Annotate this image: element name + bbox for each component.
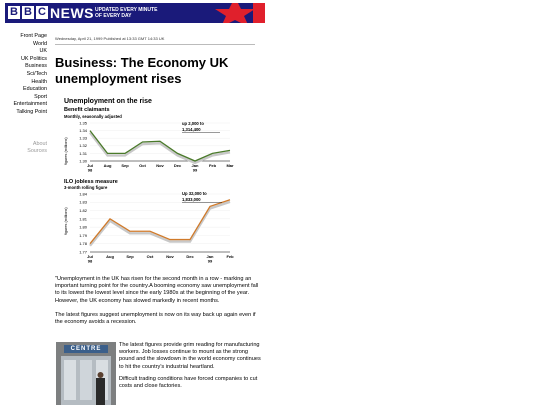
y-tick-label: 1.81 xyxy=(79,216,87,222)
y-tick-label: 1.80 xyxy=(79,224,87,230)
logo-letter: C xyxy=(36,6,48,19)
page-title: Business: The Economy UK unemployment rises xyxy=(55,55,229,86)
article-photo xyxy=(56,342,116,405)
x-tick-label: Aug xyxy=(106,254,114,259)
sidebar-item-entertainment[interactable]: Entertainment xyxy=(13,101,47,108)
photo-sign: CENTRE xyxy=(64,345,108,353)
y-tick-label: 1.34 xyxy=(79,128,87,133)
x-tick-label: Feb xyxy=(208,163,217,168)
y-tick-label: 1.83 xyxy=(79,199,87,205)
x-tick-label: Feb xyxy=(226,254,234,259)
sidebar-item-business[interactable]: Business xyxy=(25,63,47,70)
x-tick-label: Dec xyxy=(186,254,194,259)
chart-main-title: Unemployment on the rise xyxy=(64,98,152,105)
chart1-title: Benefit claimants xyxy=(64,107,110,113)
article-paragraph: Difficult trading conditions have forced companies to cut costs and close factories. xyxy=(119,375,258,390)
banner-tagline: UPDATED EVERY MINUTE OF EVERY DAY xyxy=(95,7,158,19)
x-tick-label: 99 xyxy=(192,167,198,173)
x-tick-label: Jul xyxy=(87,254,93,259)
x-tick-label: Jan xyxy=(206,254,214,259)
y-tick-label: 1.77 xyxy=(79,249,87,255)
chart1-ylabel: figures (millions) xyxy=(64,137,68,165)
sidebar-item-world[interactable]: World xyxy=(33,40,47,47)
x-tick-label: Sep xyxy=(126,254,134,259)
y-tick-label: 1.79 xyxy=(79,232,87,238)
x-tick-label: Sep xyxy=(121,163,129,168)
x-tick-label: Dec xyxy=(173,163,182,168)
x-tick-label: Nov xyxy=(166,254,174,259)
chart1-subtitle: Monthly, seasonally adjusted xyxy=(64,114,122,119)
sidebar-item-sources[interactable]: Sources xyxy=(27,148,47,155)
chart2-subtitle: 3-month rolling figure xyxy=(64,185,108,190)
chart2-annotation-line2: 1,833,000 xyxy=(182,197,201,202)
chart2-ylabel: figures (millions) xyxy=(64,207,68,235)
chart1-series-shadow xyxy=(90,133,230,163)
article-dateline: Wednesday, April 21, 1999 Published at 13:33 GMT 14:33 UK xyxy=(55,36,165,41)
x-tick-label: Oct xyxy=(146,254,154,259)
y-tick-label: 1.84 xyxy=(79,191,87,197)
chart-svg xyxy=(62,95,242,270)
article-paragraph: The latest figures provide grim reading for manufacturing workers. Job losses continue to mount as the strong pound and the slowdown in the world economy continues to hit the country's industrial heartland. xyxy=(119,342,261,370)
y-tick-label: 1.33 xyxy=(79,135,87,141)
article-paragraph: "Unemployment in the UK has risen for the second month in a row - marking an important turning point for the country.A booming economy saw unemployment fall to its lowest the lowest level since the early 1980s at the beginning of the year. However, the UK economy has slowed markedly in recent months. xyxy=(55,276,259,304)
article-paragraph: The latest figures suggest unemployment is now on its way back up again even if the economy avoids a recession. xyxy=(55,311,256,326)
photo-caption-text xyxy=(119,342,263,395)
sidebar-item-education[interactable]: Education xyxy=(23,86,47,93)
divider xyxy=(55,44,255,45)
y-tick-label: 1.30 xyxy=(79,158,87,164)
sidebar-item-health[interactable]: Health xyxy=(31,78,47,85)
red-star-icon xyxy=(205,3,265,23)
sidebar-item-about[interactable]: About xyxy=(32,140,47,147)
x-tick-label: Nov xyxy=(156,163,164,168)
chart2-title: ILO jobless measure xyxy=(64,179,118,185)
x-tick-label: Jul xyxy=(87,163,93,168)
sidebar-item-uk[interactable]: UK xyxy=(39,48,47,55)
sidebar-item-sport[interactable]: Sport xyxy=(34,93,47,100)
sidebar-item-sci-tech[interactable]: Sci/Tech xyxy=(26,70,47,77)
x-tick-label: Aug xyxy=(103,163,112,168)
article-body xyxy=(55,276,263,333)
x-tick-label: Oct xyxy=(139,163,146,168)
bbc-news-banner[interactable] xyxy=(5,3,265,23)
x-tick-label: 98 xyxy=(87,258,93,264)
unemployment-chart xyxy=(62,95,242,270)
logo-letter: B xyxy=(22,6,34,19)
chart2-annotation-line1: Up 32,000 to xyxy=(182,191,207,196)
sidebar-item-talking-point[interactable]: Talking Point xyxy=(16,108,47,115)
sidebar-item-uk-politics[interactable]: UK Politics xyxy=(20,55,47,62)
chart1-annotation-line1: up 2,000 to xyxy=(182,121,204,126)
y-tick-label: 1.35 xyxy=(79,120,87,126)
y-tick-label: 1.31 xyxy=(79,150,87,156)
y-tick-label: 1.82 xyxy=(79,207,87,213)
chart1-annotation-line2: 1,314,400 xyxy=(182,127,201,132)
y-tick-label: 1.78 xyxy=(79,241,87,247)
sidebar-nav xyxy=(5,33,47,156)
y-tick-label: 1.32 xyxy=(79,143,87,149)
x-tick-label: 99 xyxy=(207,258,213,264)
x-tick-label: 98 xyxy=(87,167,93,173)
news-wordmark: NEWS xyxy=(50,5,94,21)
bbc-logo xyxy=(8,6,48,19)
logo-letter: B xyxy=(8,6,20,19)
x-tick-label: Mar xyxy=(226,163,234,168)
sidebar-item-front-page[interactable]: Front Page xyxy=(20,33,47,39)
x-tick-label: Jan xyxy=(191,163,199,168)
